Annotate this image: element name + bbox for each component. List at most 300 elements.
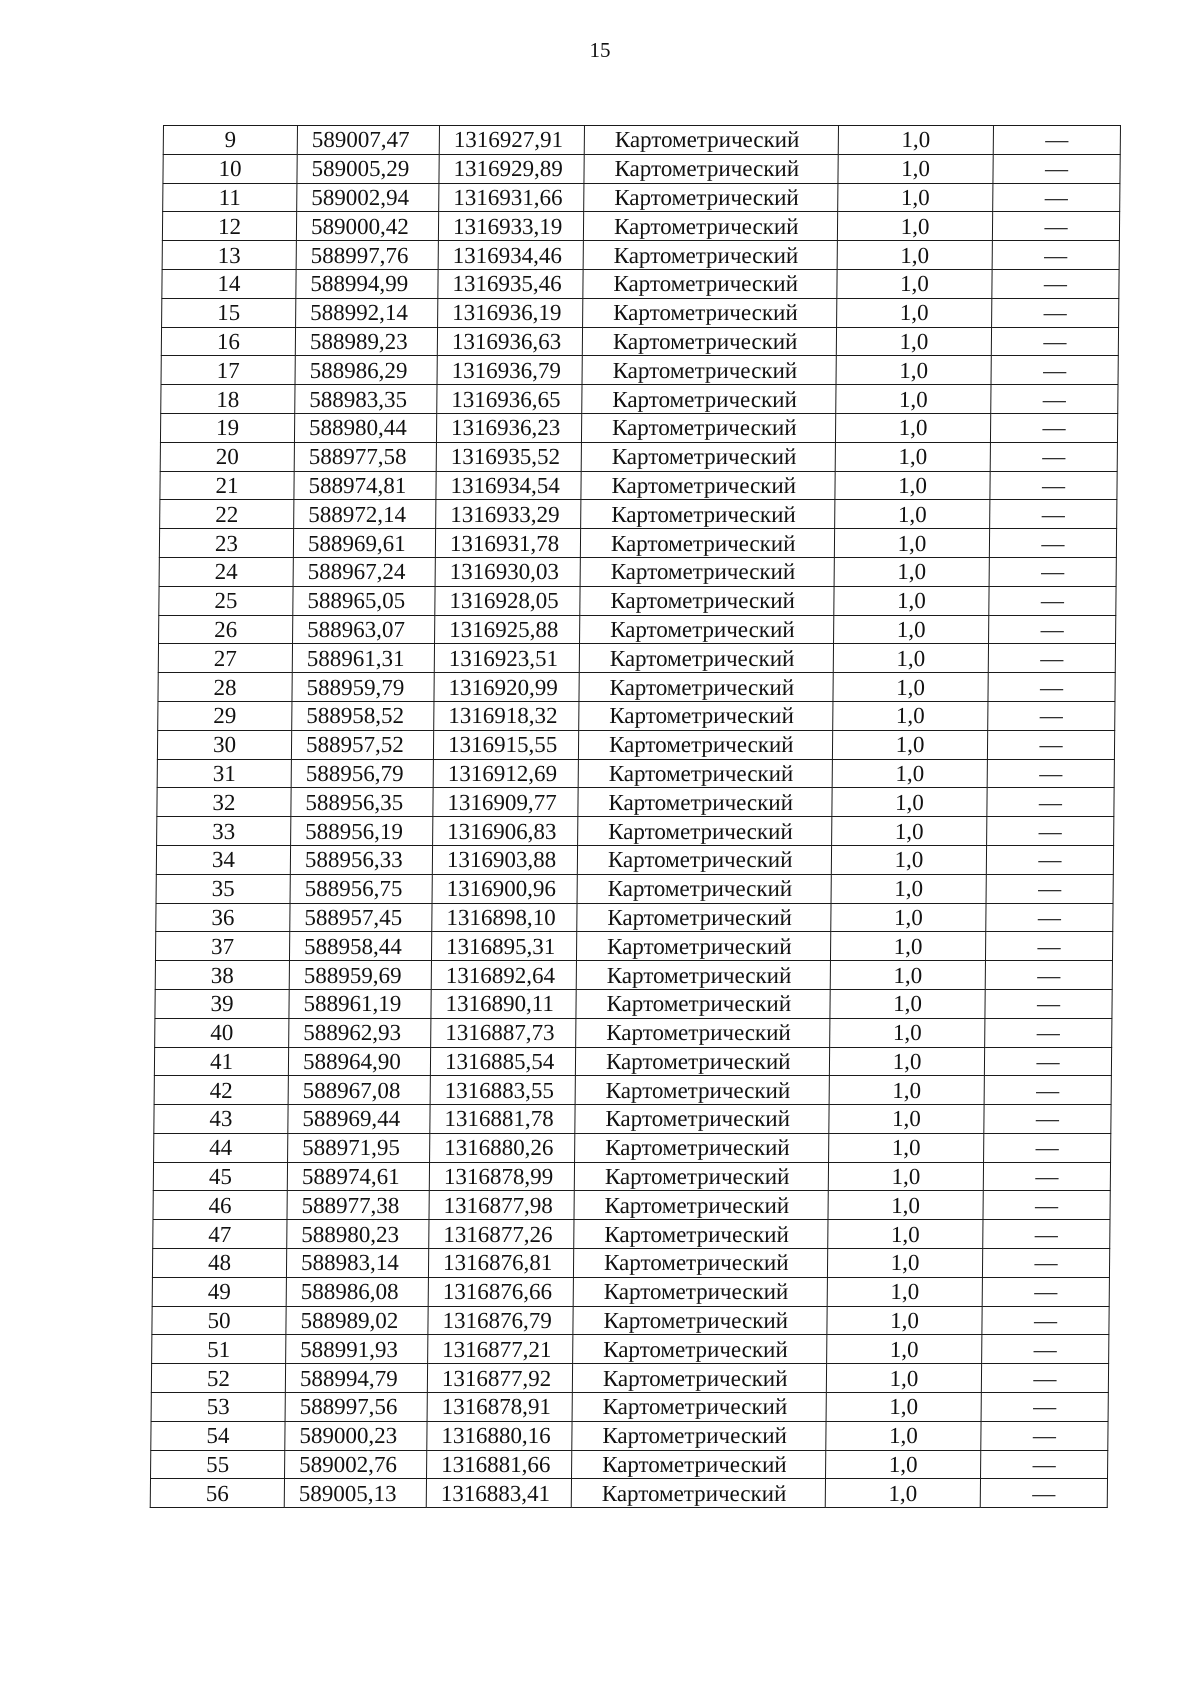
table-row	[153, 1191, 1110, 1220]
note-cell: —	[993, 154, 1120, 183]
method-cell: Картометрический	[579, 701, 833, 730]
x-coordinate-cell: 588958,52	[292, 701, 434, 730]
note-cell: —	[984, 1133, 1111, 1162]
accuracy-cell: 1,0	[828, 1162, 983, 1191]
point-number-cell: 55	[151, 1450, 285, 1479]
method-cell: Картометрический	[579, 673, 833, 702]
x-coordinate-cell: 589007,47	[297, 126, 439, 155]
point-number-cell: 49	[152, 1277, 286, 1306]
note-cell: —	[987, 788, 1114, 817]
table-row	[155, 989, 1112, 1018]
x-coordinate-cell: 588964,90	[288, 1047, 430, 1076]
accuracy-cell: 1,0	[833, 644, 988, 673]
x-coordinate-cell: 588958,44	[289, 932, 431, 961]
table-row	[158, 701, 1115, 730]
y-coordinate-cell: 1316877,98	[429, 1191, 574, 1220]
method-cell: Картометрический	[584, 126, 838, 155]
method-cell: Картометрический	[577, 845, 831, 874]
y-coordinate-cell: 1316933,19	[438, 212, 583, 241]
point-number-cell: 54	[151, 1421, 285, 1450]
note-cell: —	[982, 1335, 1109, 1364]
accuracy-cell: 1,0	[826, 1393, 981, 1422]
accuracy-cell: 1,0	[835, 442, 990, 471]
table-row	[161, 327, 1118, 356]
x-coordinate-cell: 588956,79	[291, 759, 433, 788]
point-number-cell: 36	[156, 903, 290, 932]
accuracy-cell: 1,0	[832, 730, 987, 759]
method-cell: Картометрический	[571, 1479, 825, 1508]
accuracy-cell: 1,0	[835, 413, 990, 442]
x-coordinate-cell: 588967,24	[293, 557, 435, 586]
point-number-cell: 19	[160, 413, 294, 442]
note-cell: —	[989, 586, 1116, 615]
y-coordinate-cell: 1316936,65	[437, 385, 582, 414]
y-coordinate-cell: 1316892,64	[431, 961, 576, 990]
method-cell: Картометрический	[581, 413, 835, 442]
note-cell: —	[991, 356, 1118, 385]
table-row	[159, 586, 1116, 615]
note-cell: —	[989, 615, 1116, 644]
point-number-cell: 46	[153, 1191, 287, 1220]
note-cell: —	[981, 1421, 1108, 1450]
table-row	[156, 845, 1113, 874]
y-coordinate-cell: 1316912,69	[433, 759, 578, 788]
y-coordinate-cell: 1316880,26	[430, 1133, 575, 1162]
method-cell: Картометрический	[578, 759, 832, 788]
note-cell: —	[990, 442, 1117, 471]
method-cell: Картометрический	[582, 356, 836, 385]
method-cell: Картометрический	[573, 1277, 827, 1306]
point-number-cell: 25	[159, 586, 293, 615]
accuracy-cell: 1,0	[832, 759, 987, 788]
note-cell: —	[992, 212, 1119, 241]
table-row	[152, 1277, 1109, 1306]
method-cell: Картометрический	[574, 1162, 828, 1191]
y-coordinate-cell: 1316880,16	[427, 1421, 572, 1450]
table-row	[153, 1220, 1110, 1249]
method-cell: Картометрический	[576, 1018, 830, 1047]
point-number-cell: 17	[161, 356, 295, 385]
table-row	[160, 413, 1117, 442]
x-coordinate-cell: 588974,81	[294, 471, 436, 500]
table-row	[159, 615, 1116, 644]
x-coordinate-cell: 588969,61	[293, 529, 435, 558]
method-cell: Картометрический	[582, 327, 836, 356]
accuracy-cell: 1,0	[834, 615, 989, 644]
accuracy-cell: 1,0	[830, 932, 985, 961]
accuracy-cell: 1,0	[831, 845, 986, 874]
x-coordinate-cell: 588956,75	[290, 874, 432, 903]
x-coordinate-cell: 588965,05	[293, 586, 435, 615]
x-coordinate-cell: 589002,76	[285, 1450, 427, 1479]
y-coordinate-cell: 1316936,19	[438, 298, 583, 327]
point-number-cell: 30	[157, 730, 291, 759]
note-cell: —	[986, 874, 1113, 903]
table-row	[155, 961, 1112, 990]
point-number-cell: 50	[152, 1306, 286, 1335]
x-coordinate-cell: 588986,29	[295, 356, 437, 385]
method-cell: Картометрический	[582, 385, 836, 414]
method-cell: Картометрический	[576, 961, 830, 990]
note-cell: —	[990, 471, 1117, 500]
x-coordinate-cell: 589000,42	[296, 212, 438, 241]
method-cell: Картометрический	[578, 788, 832, 817]
x-coordinate-cell: 588971,95	[288, 1133, 430, 1162]
table-row	[154, 1133, 1111, 1162]
point-number-cell: 37	[155, 932, 289, 961]
method-cell: Картометрический	[573, 1249, 827, 1278]
method-cell: Картометрический	[578, 730, 832, 759]
accuracy-cell: 1,0	[838, 183, 993, 212]
y-coordinate-cell: 1316877,92	[427, 1364, 572, 1393]
accuracy-cell: 1,0	[827, 1277, 982, 1306]
note-cell: —	[993, 126, 1120, 155]
x-coordinate-cell: 588961,19	[289, 989, 431, 1018]
point-number-cell: 51	[152, 1335, 286, 1364]
x-coordinate-cell: 588969,44	[288, 1105, 430, 1134]
method-cell: Картометрический	[572, 1364, 826, 1393]
table-row	[160, 442, 1117, 471]
y-coordinate-cell: 1316883,55	[430, 1076, 575, 1105]
accuracy-cell: 1,0	[826, 1364, 981, 1393]
method-cell: Картометрический	[581, 500, 835, 529]
note-cell: —	[989, 529, 1116, 558]
y-coordinate-cell: 1316881,78	[430, 1105, 575, 1134]
accuracy-cell: 1,0	[829, 1105, 984, 1134]
table-row	[152, 1306, 1109, 1335]
table-row	[158, 673, 1115, 702]
point-number-cell: 26	[159, 615, 293, 644]
y-coordinate-cell: 1316903,88	[432, 845, 577, 874]
y-coordinate-cell: 1316929,89	[439, 154, 584, 183]
x-coordinate-cell: 588994,99	[296, 269, 438, 298]
table-row	[159, 557, 1116, 586]
accuracy-cell: 1,0	[833, 673, 988, 702]
table-row	[156, 903, 1113, 932]
accuracy-cell: 1,0	[832, 788, 987, 817]
y-coordinate-cell: 1316936,79	[437, 356, 582, 385]
y-coordinate-cell: 1316878,99	[429, 1162, 574, 1191]
accuracy-cell: 1,0	[825, 1479, 980, 1508]
note-cell: —	[992, 241, 1119, 270]
y-coordinate-cell: 1316935,52	[436, 442, 581, 471]
y-coordinate-cell: 1316895,31	[431, 932, 576, 961]
y-coordinate-cell: 1316883,41	[426, 1479, 571, 1508]
x-coordinate-cell: 588957,52	[291, 730, 433, 759]
x-coordinate-cell: 589000,23	[285, 1421, 427, 1450]
x-coordinate-cell: 588983,14	[286, 1249, 428, 1278]
point-number-cell: 40	[155, 1018, 289, 1047]
note-cell: —	[984, 1047, 1111, 1076]
method-cell: Картометрический	[575, 1047, 829, 1076]
table-row	[157, 817, 1114, 846]
accuracy-cell: 1,0	[836, 385, 991, 414]
y-coordinate-cell: 1316933,29	[436, 500, 581, 529]
table-row	[160, 500, 1117, 529]
note-cell: —	[981, 1364, 1108, 1393]
method-cell: Картометрический	[574, 1220, 828, 1249]
y-coordinate-cell: 1316876,79	[428, 1306, 573, 1335]
method-cell: Картометрический	[583, 269, 837, 298]
y-coordinate-cell: 1316915,55	[433, 730, 578, 759]
note-cell: —	[985, 961, 1112, 990]
y-coordinate-cell: 1316936,63	[437, 327, 582, 356]
note-cell: —	[991, 327, 1118, 356]
point-number-cell: 14	[162, 269, 296, 298]
x-coordinate-cell: 588989,02	[286, 1306, 428, 1335]
table-row	[162, 269, 1119, 298]
table-row	[161, 356, 1118, 385]
x-coordinate-cell: 588972,14	[294, 500, 436, 529]
method-cell: Картометрический	[577, 903, 831, 932]
accuracy-cell: 1,0	[837, 212, 992, 241]
point-number-cell: 29	[158, 701, 292, 730]
table-row	[151, 1393, 1108, 1422]
accuracy-cell: 1,0	[829, 1076, 984, 1105]
method-cell: Картометрический	[584, 183, 838, 212]
x-coordinate-cell: 588997,56	[285, 1393, 427, 1422]
point-number-cell: 34	[156, 845, 290, 874]
y-coordinate-cell: 1316930,03	[435, 557, 580, 586]
method-cell: Картометрический	[576, 989, 830, 1018]
note-cell: —	[992, 269, 1119, 298]
table-row	[157, 759, 1114, 788]
table-row	[151, 1364, 1108, 1393]
y-coordinate-cell: 1316890,11	[431, 989, 576, 1018]
method-cell: Картометрический	[573, 1335, 827, 1364]
x-coordinate-cell: 588983,35	[295, 385, 437, 414]
point-number-cell: 41	[154, 1047, 288, 1076]
accuracy-cell: 1,0	[829, 1133, 984, 1162]
point-number-cell: 12	[162, 212, 296, 241]
method-cell: Картометрический	[581, 471, 835, 500]
x-coordinate-cell: 588962,93	[289, 1018, 431, 1047]
method-cell: Картометрический	[580, 615, 834, 644]
x-coordinate-cell: 588980,23	[287, 1220, 429, 1249]
method-cell: Картометрический	[580, 586, 834, 615]
x-coordinate-cell: 588957,45	[290, 903, 432, 932]
accuracy-cell: 1,0	[831, 903, 986, 932]
y-coordinate-cell: 1316931,78	[435, 529, 580, 558]
point-number-cell: 20	[160, 442, 294, 471]
point-number-cell: 33	[157, 817, 291, 846]
table-row	[162, 241, 1119, 270]
point-number-cell: 35	[156, 874, 290, 903]
accuracy-cell: 1,0	[834, 557, 989, 586]
point-number-cell: 52	[151, 1364, 285, 1393]
method-cell: Картометрический	[580, 557, 834, 586]
note-cell: —	[987, 730, 1114, 759]
method-cell: Картометрический	[583, 241, 837, 270]
point-number-cell: 28	[158, 673, 292, 702]
y-coordinate-cell: 1316877,21	[428, 1335, 573, 1364]
point-number-cell: 39	[155, 989, 289, 1018]
x-coordinate-cell: 588991,93	[286, 1335, 428, 1364]
accuracy-cell: 1,0	[827, 1249, 982, 1278]
point-number-cell: 10	[163, 154, 297, 183]
note-cell: —	[990, 413, 1117, 442]
x-coordinate-cell: 588956,19	[291, 817, 433, 846]
method-cell: Картометрический	[572, 1421, 826, 1450]
x-coordinate-cell: 588974,61	[287, 1162, 429, 1191]
y-coordinate-cell: 1316927,91	[439, 126, 584, 155]
accuracy-cell: 1,0	[827, 1335, 982, 1364]
point-number-cell: 13	[162, 241, 296, 270]
accuracy-cell: 1,0	[826, 1421, 981, 1450]
note-cell: —	[991, 385, 1118, 414]
note-cell: —	[980, 1479, 1107, 1508]
y-coordinate-cell: 1316935,46	[438, 269, 583, 298]
note-cell: —	[993, 183, 1120, 212]
point-number-cell: 47	[153, 1220, 287, 1249]
accuracy-cell: 1,0	[837, 241, 992, 270]
y-coordinate-cell: 1316877,26	[429, 1220, 574, 1249]
accuracy-cell: 1,0	[833, 701, 988, 730]
note-cell: —	[986, 845, 1113, 874]
method-cell: Картометрический	[574, 1191, 828, 1220]
x-coordinate-cell: 588989,23	[295, 327, 437, 356]
note-cell: —	[992, 298, 1119, 327]
table-row	[155, 932, 1112, 961]
note-cell: —	[985, 1018, 1112, 1047]
note-cell: —	[987, 817, 1114, 846]
table-row	[154, 1047, 1111, 1076]
note-cell: —	[985, 932, 1112, 961]
y-coordinate-cell: 1316934,54	[436, 471, 581, 500]
page-number: 15	[589, 38, 611, 62]
table-row	[157, 730, 1114, 759]
point-number-cell: 45	[153, 1162, 287, 1191]
accuracy-cell: 1,0	[834, 529, 989, 558]
method-cell: Картометрический	[573, 1306, 827, 1335]
y-coordinate-cell: 1316900,96	[432, 874, 577, 903]
table-row	[163, 154, 1120, 183]
note-cell: —	[981, 1450, 1108, 1479]
accuracy-cell: 1,0	[831, 874, 986, 903]
table-row	[151, 1421, 1108, 1450]
note-cell: —	[988, 673, 1115, 702]
point-number-cell: 44	[154, 1133, 288, 1162]
note-cell: —	[984, 1105, 1111, 1134]
y-coordinate-cell: 1316906,83	[433, 817, 578, 846]
note-cell: —	[983, 1162, 1110, 1191]
point-number-cell: 9	[163, 126, 297, 155]
method-cell: Картометрический	[572, 1393, 826, 1422]
accuracy-cell: 1,0	[830, 1018, 985, 1047]
table-row	[162, 298, 1119, 327]
table-row	[158, 644, 1115, 673]
y-coordinate-cell: 1316934,46	[438, 241, 583, 270]
table-row	[150, 1479, 1107, 1508]
point-number-cell: 22	[160, 500, 294, 529]
point-number-cell: 23	[159, 529, 293, 558]
note-cell: —	[984, 1076, 1111, 1105]
accuracy-cell: 1,0	[826, 1450, 981, 1479]
method-cell: Картометрический	[580, 529, 834, 558]
point-number-cell: 15	[162, 298, 296, 327]
method-cell: Картометрический	[578, 817, 832, 846]
accuracy-cell: 1,0	[827, 1306, 982, 1335]
accuracy-cell: 1,0	[837, 269, 992, 298]
note-cell: —	[986, 903, 1113, 932]
note-cell: —	[981, 1393, 1108, 1422]
method-cell: Картометрический	[581, 442, 835, 471]
method-cell: Картометрический	[575, 1133, 829, 1162]
note-cell: —	[988, 644, 1115, 673]
point-number-cell: 16	[161, 327, 295, 356]
x-coordinate-cell: 588980,44	[294, 413, 436, 442]
accuracy-cell: 1,0	[829, 1047, 984, 1076]
x-coordinate-cell: 588992,14	[296, 298, 438, 327]
table-row	[159, 529, 1116, 558]
point-number-cell: 38	[155, 961, 289, 990]
y-coordinate-cell: 1316923,51	[434, 644, 579, 673]
note-cell: —	[982, 1306, 1109, 1335]
y-coordinate-cell: 1316876,81	[428, 1249, 573, 1278]
coordinates-table	[150, 125, 1121, 1508]
x-coordinate-cell: 588977,58	[294, 442, 436, 471]
point-number-cell: 32	[157, 788, 291, 817]
y-coordinate-cell: 1316928,05	[435, 586, 580, 615]
point-number-cell: 27	[158, 644, 292, 673]
x-coordinate-cell: 588986,08	[286, 1277, 428, 1306]
point-number-cell: 43	[154, 1105, 288, 1134]
coordinates-table-body	[150, 126, 1120, 1508]
point-number-cell: 48	[152, 1249, 286, 1278]
accuracy-cell: 1,0	[834, 586, 989, 615]
x-coordinate-cell: 588956,35	[291, 788, 433, 817]
method-cell: Картометрический	[584, 154, 838, 183]
point-number-cell: 53	[151, 1393, 285, 1422]
x-coordinate-cell: 588994,79	[285, 1364, 427, 1393]
x-coordinate-cell: 588956,33	[290, 845, 432, 874]
note-cell: —	[985, 989, 1112, 1018]
y-coordinate-cell: 1316936,23	[436, 413, 581, 442]
y-coordinate-cell: 1316918,32	[434, 701, 579, 730]
table-row	[161, 385, 1118, 414]
method-cell: Картометрический	[572, 1450, 826, 1479]
point-number-cell: 42	[154, 1076, 288, 1105]
note-cell: —	[989, 557, 1116, 586]
accuracy-cell: 1,0	[832, 817, 987, 846]
note-cell: —	[982, 1277, 1109, 1306]
point-number-cell: 18	[161, 385, 295, 414]
y-coordinate-cell: 1316925,88	[435, 615, 580, 644]
y-coordinate-cell: 1316920,99	[434, 673, 579, 702]
y-coordinate-cell: 1316876,66	[428, 1277, 573, 1306]
point-number-cell: 24	[159, 557, 293, 586]
point-number-cell: 21	[160, 471, 294, 500]
y-coordinate-cell: 1316881,66	[427, 1450, 572, 1479]
accuracy-cell: 1,0	[836, 327, 991, 356]
note-cell: —	[987, 759, 1114, 788]
accuracy-cell: 1,0	[838, 126, 993, 155]
x-coordinate-cell: 588961,31	[292, 644, 434, 673]
y-coordinate-cell: 1316887,73	[431, 1018, 576, 1047]
point-number-cell: 31	[157, 759, 291, 788]
table-row	[157, 788, 1114, 817]
table-row	[155, 1018, 1112, 1047]
note-cell: —	[983, 1220, 1110, 1249]
method-cell: Картометрический	[583, 298, 837, 327]
method-cell: Картометрический	[576, 932, 830, 961]
method-cell: Картометрический	[575, 1105, 829, 1134]
point-number-cell: 56	[150, 1479, 284, 1508]
accuracy-cell: 1,0	[830, 989, 985, 1018]
accuracy-cell: 1,0	[828, 1220, 983, 1249]
note-cell: —	[988, 701, 1115, 730]
accuracy-cell: 1,0	[830, 961, 985, 990]
